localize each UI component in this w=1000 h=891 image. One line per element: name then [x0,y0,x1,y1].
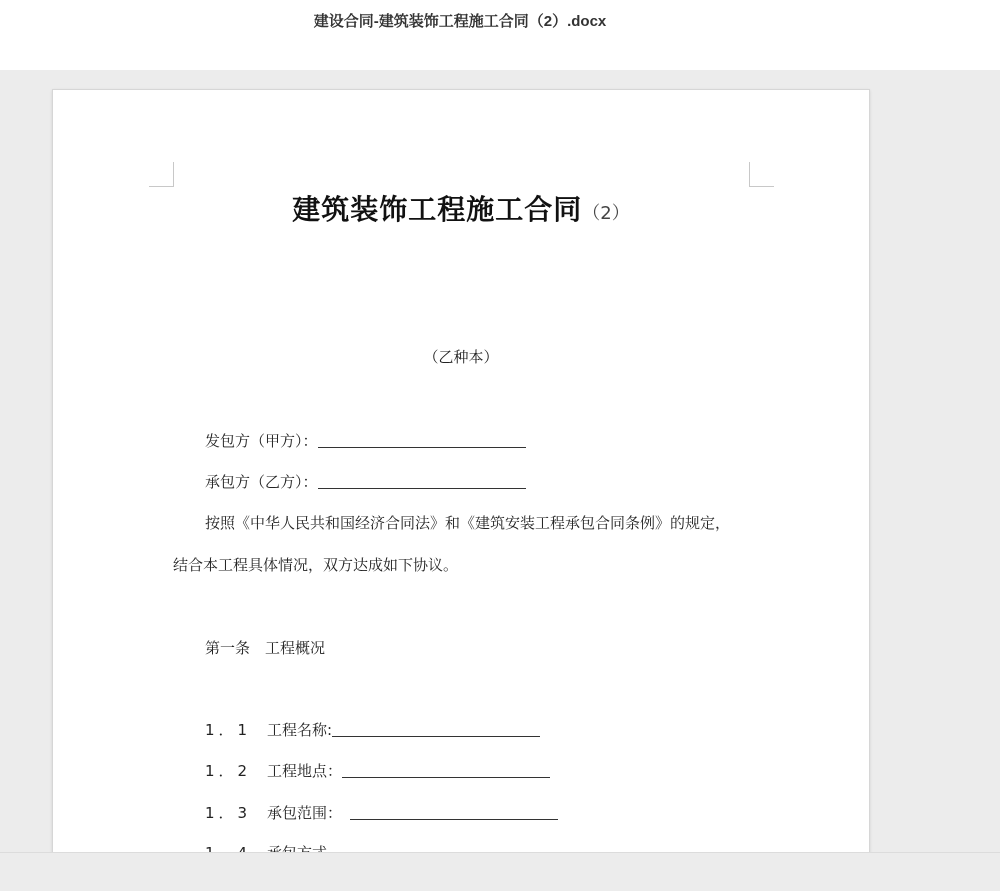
heading-suffix: （2） [582,203,630,224]
crop-mark-top-left [149,162,174,187]
document-page [52,89,870,891]
item-number: 1．2 [205,762,252,780]
list-item [205,719,540,740]
item-blank [342,763,550,778]
party-a-label: 发包方（甲方）： [205,432,318,450]
item-label: 工程地点： [267,762,343,780]
document-filename: 建设合同-建筑装饰工程施工合同（2）.docx [313,13,607,30]
item-label: 工程名称: [267,721,333,739]
party-a-blank [318,433,526,448]
item-number: 1．3 [205,804,252,822]
crop-mark-top-right [749,162,774,187]
title-bar [0,0,1000,70]
list-item [205,802,558,823]
item-blank [350,805,558,820]
intro-paragraph-line2: 结合本工程具体情况，双方达成如下协议。 [173,556,459,574]
document-heading [53,188,869,228]
party-b-line [205,471,526,492]
article-1-title: 第一条 工程概况 [205,639,326,657]
document-viewer[interactable] [0,70,1000,852]
item-number: 1．1 [205,721,252,739]
item-label: 承包范围： [267,804,343,822]
party-a-line [205,430,526,451]
party-b-label: 承包方（乙方）： [205,473,318,491]
edition-label: （乙种本） [423,348,499,366]
heading-main: 建筑装饰工程施工合同 [292,193,583,226]
list-item [205,760,550,781]
bottom-bar [0,852,1000,891]
party-b-blank [318,474,526,489]
intro-paragraph-line1: 按照《中华人民共和国经济合同法》和《建筑安装工程承包合同条例》的规定， [205,514,731,532]
item-blank [332,722,540,737]
